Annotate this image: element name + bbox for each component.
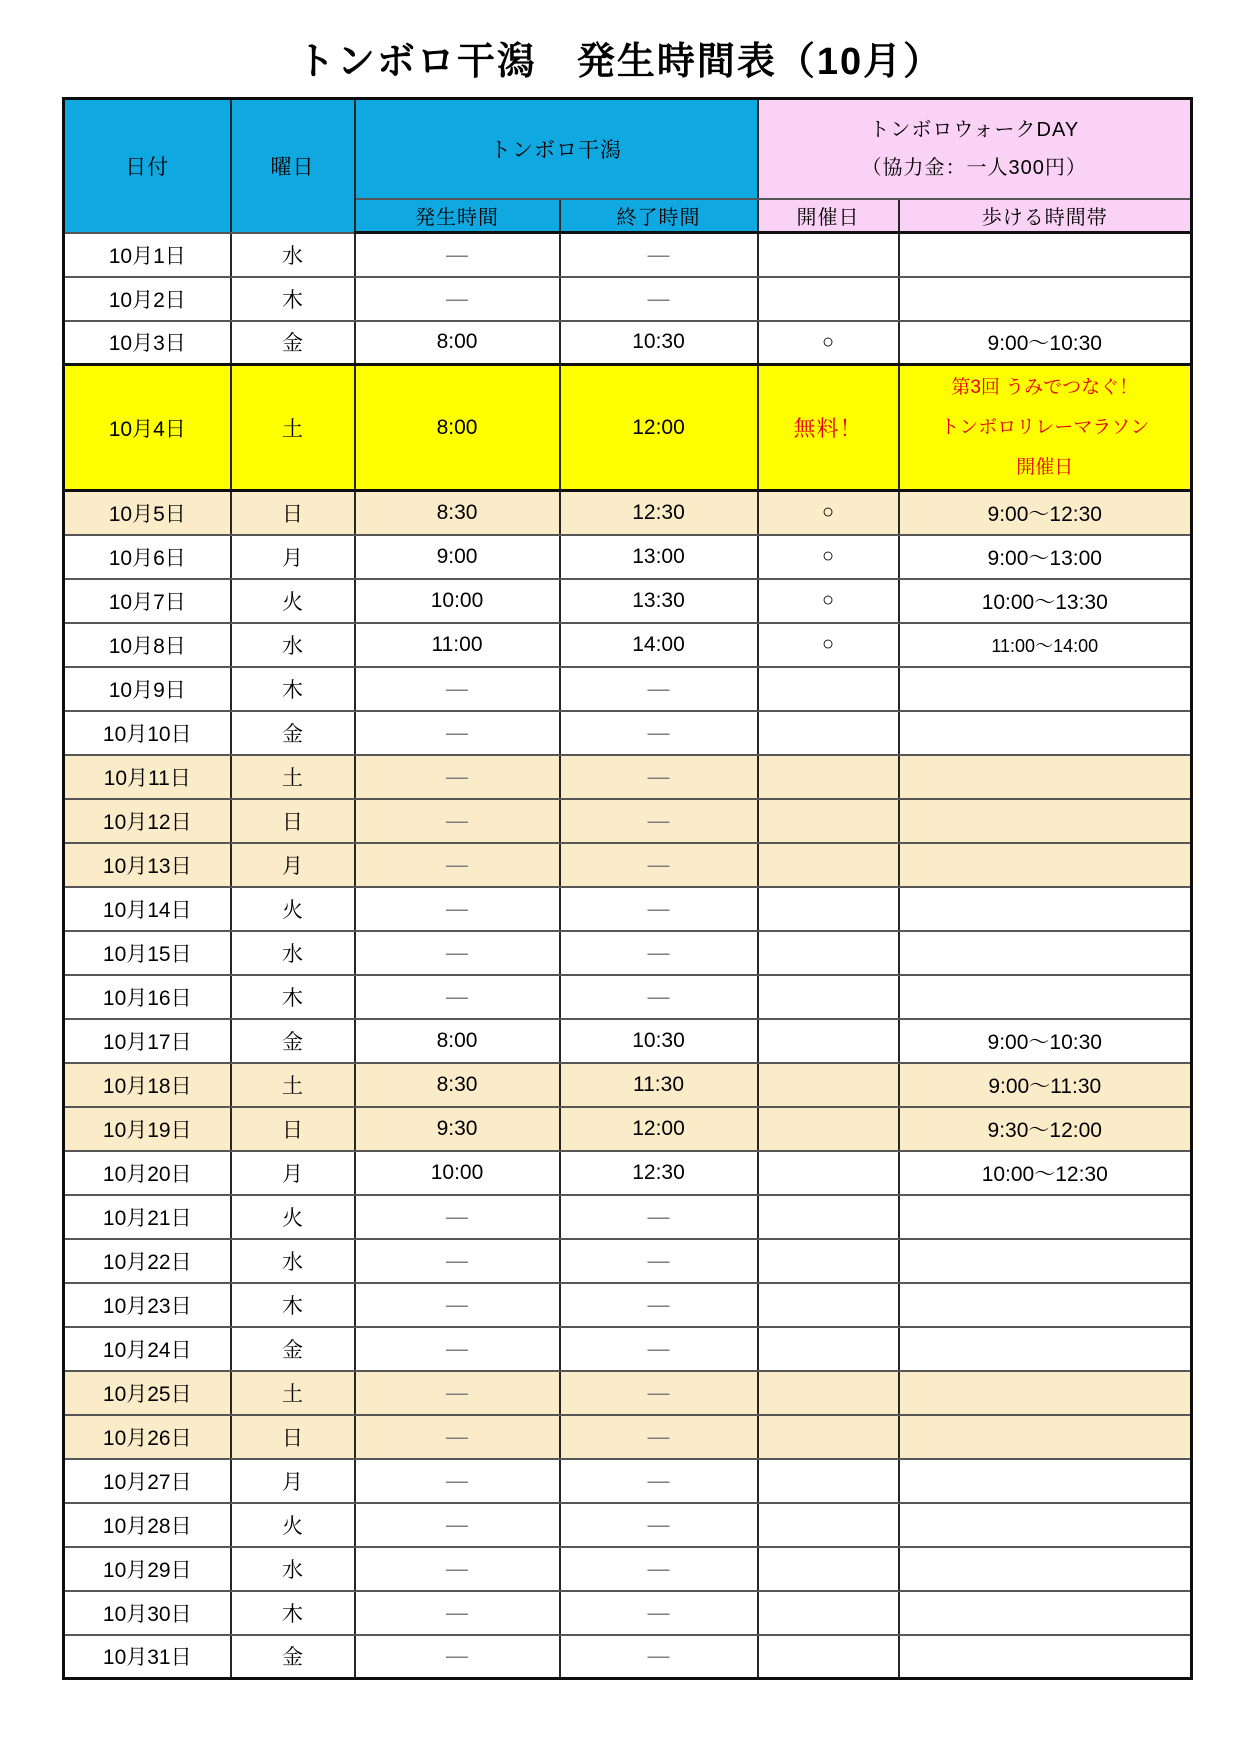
table-row: [64, 1371, 1192, 1415]
weekday-cell: 日: [231, 799, 355, 843]
event-day-cell: [758, 1195, 899, 1239]
weekday-cell: 月: [231, 535, 355, 579]
start-time-cell: ―: [355, 931, 560, 975]
table-row: [64, 1547, 1192, 1591]
header-walk-group-line1: トンボロウォークDAY: [869, 118, 1080, 141]
walk-time-cell: [899, 975, 1192, 1019]
header-event-day: 開催日: [758, 199, 899, 233]
date-cell: 10月22日: [64, 1239, 231, 1283]
event-day-cell: [758, 1327, 899, 1371]
table-row: [64, 667, 1192, 711]
end-time-cell: ―: [560, 1503, 758, 1547]
weekday-cell: 水: [231, 233, 355, 277]
event-day-cell: [758, 277, 899, 321]
header-weekday: 曜日: [231, 99, 355, 233]
weekday-cell: 木: [231, 1591, 355, 1635]
weekday-cell: 金: [231, 321, 355, 365]
start-time-cell: ―: [355, 1459, 560, 1503]
date-cell: 10月19日: [64, 1107, 231, 1151]
start-time-cell: ―: [355, 277, 560, 321]
end-time-cell: ―: [560, 1327, 758, 1371]
walk-time-cell: 11:00～14:00: [899, 623, 1192, 667]
walk-time-cell: [899, 1503, 1192, 1547]
end-time-cell: 12:30: [560, 491, 758, 535]
table-row: [64, 623, 1192, 667]
start-time-cell: 10:00: [355, 1151, 560, 1195]
walk-time-cell: [899, 1635, 1192, 1679]
walk-time-cell: [899, 1327, 1192, 1371]
walk-time-cell: [899, 1415, 1192, 1459]
header-row-main: [64, 99, 1192, 199]
weekday-cell: 水: [231, 931, 355, 975]
event-day-cell: [758, 1415, 899, 1459]
start-time-cell: 10:00: [355, 579, 560, 623]
event-day-cell: 無料！: [758, 365, 899, 491]
event-day-cell: ○: [758, 623, 899, 667]
header-walk-group: [758, 99, 1192, 199]
walk-time-cell: 9:00～12:30: [899, 491, 1192, 535]
event-day-cell: [758, 1459, 899, 1503]
weekday-cell: 日: [231, 1107, 355, 1151]
date-cell: 10月23日: [64, 1283, 231, 1327]
date-cell: 10月14日: [64, 887, 231, 931]
end-time-cell: 12:00: [560, 1107, 758, 1151]
table-row: [64, 755, 1192, 799]
start-time-cell: ―: [355, 1547, 560, 1591]
end-time-cell: 11:30: [560, 1063, 758, 1107]
date-cell: 10月6日: [64, 535, 231, 579]
weekday-cell: 土: [231, 1371, 355, 1415]
event-day-cell: [758, 667, 899, 711]
date-cell: 10月15日: [64, 931, 231, 975]
walk-time-cell: 9:00～11:30: [899, 1063, 1192, 1107]
end-time-cell: ―: [560, 1239, 758, 1283]
event-day-cell: ○: [758, 579, 899, 623]
end-time-cell: ―: [560, 799, 758, 843]
weekday-cell: 金: [231, 1635, 355, 1679]
table-row: [64, 1635, 1192, 1679]
start-time-cell: ―: [355, 1195, 560, 1239]
header-date: 日付: [64, 99, 231, 233]
end-time-cell: ―: [560, 277, 758, 321]
end-time-cell: ―: [560, 887, 758, 931]
end-time-cell: 13:30: [560, 579, 758, 623]
table-row: [64, 277, 1192, 321]
weekday-cell: 水: [231, 623, 355, 667]
end-time-cell: ―: [560, 1459, 758, 1503]
event-day-cell: ○: [758, 321, 899, 365]
start-time-cell: ―: [355, 1327, 560, 1371]
table-row: [64, 321, 1192, 365]
end-time-cell: ―: [560, 1591, 758, 1635]
weekday-cell: 火: [231, 579, 355, 623]
event-day-cell: [758, 1635, 899, 1679]
walk-time-cell: 9:00～10:30: [899, 321, 1192, 365]
event-day-cell: [758, 1591, 899, 1635]
end-time-cell: ―: [560, 755, 758, 799]
table-row: [64, 1415, 1192, 1459]
date-cell: 10月9日: [64, 667, 231, 711]
weekday-cell: 土: [231, 365, 355, 491]
table-row: [64, 931, 1192, 975]
weekday-cell: 水: [231, 1547, 355, 1591]
start-time-cell: 9:00: [355, 535, 560, 579]
timetable-header: [64, 99, 1192, 233]
end-time-cell: ―: [560, 975, 758, 1019]
event-day-cell: ○: [758, 535, 899, 579]
start-time-cell: ―: [355, 711, 560, 755]
start-time-cell: ―: [355, 1635, 560, 1679]
table-row: [64, 1283, 1192, 1327]
date-cell: 10月26日: [64, 1415, 231, 1459]
event-day-cell: [758, 975, 899, 1019]
header-end-time: 終了時間: [560, 199, 758, 233]
table-row: [64, 1019, 1192, 1063]
event-day-cell: [758, 1063, 899, 1107]
end-time-cell: 14:00: [560, 623, 758, 667]
event-day-cell: [758, 931, 899, 975]
walk-time-cell: [899, 1283, 1192, 1327]
walk-time-cell: [899, 1195, 1192, 1239]
header-tombolo-group: トンボロ干潟: [355, 99, 758, 199]
walk-time-cell: [899, 1371, 1192, 1415]
end-time-cell: ―: [560, 1283, 758, 1327]
walk-time-cell: 10:00～12:30: [899, 1151, 1192, 1195]
start-time-cell: ―: [355, 233, 560, 277]
start-time-cell: 8:00: [355, 365, 560, 491]
event-day-cell: [758, 799, 899, 843]
event-day-cell: [758, 1503, 899, 1547]
date-cell: 10月2日: [64, 277, 231, 321]
walk-time-cell: 9:30～12:00: [899, 1107, 1192, 1151]
weekday-cell: 木: [231, 1283, 355, 1327]
end-time-cell: ―: [560, 1415, 758, 1459]
start-time-cell: 8:30: [355, 1063, 560, 1107]
start-time-cell: ―: [355, 667, 560, 711]
start-time-cell: ―: [355, 1283, 560, 1327]
walk-event-line: トンボロリレーマラソン: [940, 416, 1150, 438]
event-day-cell: [758, 1151, 899, 1195]
walk-time-cell: 9:00～13:00: [899, 535, 1192, 579]
header-walk-group-line2: （協力金：一人300円）: [861, 156, 1087, 179]
table-row: [64, 711, 1192, 755]
end-time-cell: ―: [560, 843, 758, 887]
weekday-cell: 日: [231, 1415, 355, 1459]
weekday-cell: 土: [231, 755, 355, 799]
walk-time-cell: [899, 1591, 1192, 1635]
table-row: [64, 1503, 1192, 1547]
end-time-cell: ―: [560, 931, 758, 975]
walk-time-cell: [899, 233, 1192, 277]
date-cell: 10月27日: [64, 1459, 231, 1503]
walk-time-cell: [899, 843, 1192, 887]
start-time-cell: ―: [355, 843, 560, 887]
weekday-cell: 金: [231, 1019, 355, 1063]
header-start-time: 発生時間: [355, 199, 560, 233]
table-row: [64, 1195, 1192, 1239]
event-day-cell: [758, 1239, 899, 1283]
date-cell: 10月28日: [64, 1503, 231, 1547]
weekday-cell: 金: [231, 711, 355, 755]
start-time-cell: 8:30: [355, 491, 560, 535]
table-row: [64, 887, 1192, 931]
date-cell: 10月1日: [64, 233, 231, 277]
walk-time-cell: [899, 887, 1192, 931]
start-time-cell: 11:00: [355, 623, 560, 667]
weekday-cell: 月: [231, 843, 355, 887]
weekday-cell: 火: [231, 1195, 355, 1239]
event-day-cell: ○: [758, 491, 899, 535]
event-day-cell: [758, 1371, 899, 1415]
table-row: [64, 843, 1192, 887]
date-cell: 10月31日: [64, 1635, 231, 1679]
date-cell: 10月5日: [64, 491, 231, 535]
weekday-cell: 火: [231, 1503, 355, 1547]
end-time-cell: ―: [560, 233, 758, 277]
weekday-cell: 月: [231, 1151, 355, 1195]
walk-time-cell: [899, 799, 1192, 843]
date-cell: 10月30日: [64, 1591, 231, 1635]
end-time-cell: ―: [560, 1635, 758, 1679]
table-row: [64, 491, 1192, 535]
date-cell: 10月24日: [64, 1327, 231, 1371]
weekday-cell: 水: [231, 1239, 355, 1283]
table-row: [64, 799, 1192, 843]
event-day-cell: [758, 843, 899, 887]
end-time-cell: 10:30: [560, 1019, 758, 1063]
start-time-cell: ―: [355, 1371, 560, 1415]
walk-time-cell: [899, 277, 1192, 321]
start-time-cell: ―: [355, 1591, 560, 1635]
table-row: [64, 535, 1192, 579]
start-time-cell: ―: [355, 1239, 560, 1283]
table-row: [64, 1239, 1192, 1283]
walk-time-cell: [899, 667, 1192, 711]
start-time-cell: ―: [355, 1415, 560, 1459]
table-row: [64, 1327, 1192, 1371]
walk-time-cell: 9:00～10:30: [899, 1019, 1192, 1063]
event-day-cell: [758, 1547, 899, 1591]
date-cell: 10月25日: [64, 1371, 231, 1415]
event-day-cell: [758, 887, 899, 931]
walk-time-cell: [899, 1459, 1192, 1503]
event-day-cell: [758, 1019, 899, 1063]
end-time-cell: ―: [560, 1371, 758, 1415]
table-row: [64, 1591, 1192, 1635]
page-title: トンボロ干潟 発生時間表（10月）: [296, 41, 944, 83]
event-day-cell: [758, 1283, 899, 1327]
start-time-cell: 8:00: [355, 1019, 560, 1063]
date-cell: 10月7日: [64, 579, 231, 623]
table-row: [64, 1063, 1192, 1107]
walk-time-cell: 10:00～13:30: [899, 579, 1192, 623]
date-cell: 10月21日: [64, 1195, 231, 1239]
weekday-cell: 木: [231, 975, 355, 1019]
event-day-cell: [758, 1107, 899, 1151]
end-time-cell: 13:00: [560, 535, 758, 579]
event-day-cell: [758, 711, 899, 755]
end-time-cell: ―: [560, 711, 758, 755]
start-time-cell: 8:00: [355, 321, 560, 365]
walk-time-cell: [899, 365, 1192, 491]
event-day-cell: [758, 233, 899, 277]
walk-time-cell: [899, 711, 1192, 755]
start-time-cell: ―: [355, 799, 560, 843]
date-cell: 10月29日: [64, 1547, 231, 1591]
table-row: [64, 365, 1192, 491]
start-time-cell: ―: [355, 975, 560, 1019]
end-time-cell: 12:00: [560, 365, 758, 491]
weekday-cell: 土: [231, 1063, 355, 1107]
start-time-cell: ―: [355, 1503, 560, 1547]
date-cell: 10月3日: [64, 321, 231, 365]
weekday-cell: 日: [231, 491, 355, 535]
walk-time-cell: [899, 755, 1192, 799]
walk-event-line: 第3回 うみでつなぐ！: [951, 376, 1139, 398]
end-time-cell: ―: [560, 1547, 758, 1591]
walk-time-cell: [899, 931, 1192, 975]
table-row: [64, 579, 1192, 623]
table-row: [64, 975, 1192, 1019]
start-time-cell: 9:30: [355, 1107, 560, 1151]
weekday-cell: 金: [231, 1327, 355, 1371]
weekday-cell: 木: [231, 277, 355, 321]
weekday-cell: 木: [231, 667, 355, 711]
table-row: [64, 1459, 1192, 1503]
start-time-cell: ―: [355, 887, 560, 931]
timetable: [62, 97, 1193, 1680]
date-cell: 10月13日: [64, 843, 231, 887]
date-cell: 10月20日: [64, 1151, 231, 1195]
weekday-cell: 月: [231, 1459, 355, 1503]
date-cell: 10月16日: [64, 975, 231, 1019]
end-time-cell: 10:30: [560, 321, 758, 365]
date-cell: 10月8日: [64, 623, 231, 667]
header-walk-window: 歩ける時間帯: [899, 199, 1192, 233]
walk-time-cell: [899, 1239, 1192, 1283]
timetable-body: [64, 233, 1192, 1679]
end-time-cell: 12:30: [560, 1151, 758, 1195]
end-time-cell: ―: [560, 667, 758, 711]
date-cell: 10月11日: [64, 755, 231, 799]
date-cell: 10月17日: [64, 1019, 231, 1063]
weekday-cell: 火: [231, 887, 355, 931]
table-row: [64, 1151, 1192, 1195]
walk-event-line: 開催日: [1016, 456, 1074, 478]
date-cell: 10月10日: [64, 711, 231, 755]
walk-time-cell: [899, 1547, 1192, 1591]
table-row: [64, 233, 1192, 277]
date-cell: 10月12日: [64, 799, 231, 843]
date-cell: 10月18日: [64, 1063, 231, 1107]
table-row: [64, 1107, 1192, 1151]
event-day-cell: [758, 755, 899, 799]
start-time-cell: ―: [355, 755, 560, 799]
date-cell: 10月4日: [64, 365, 231, 491]
end-time-cell: ―: [560, 1195, 758, 1239]
